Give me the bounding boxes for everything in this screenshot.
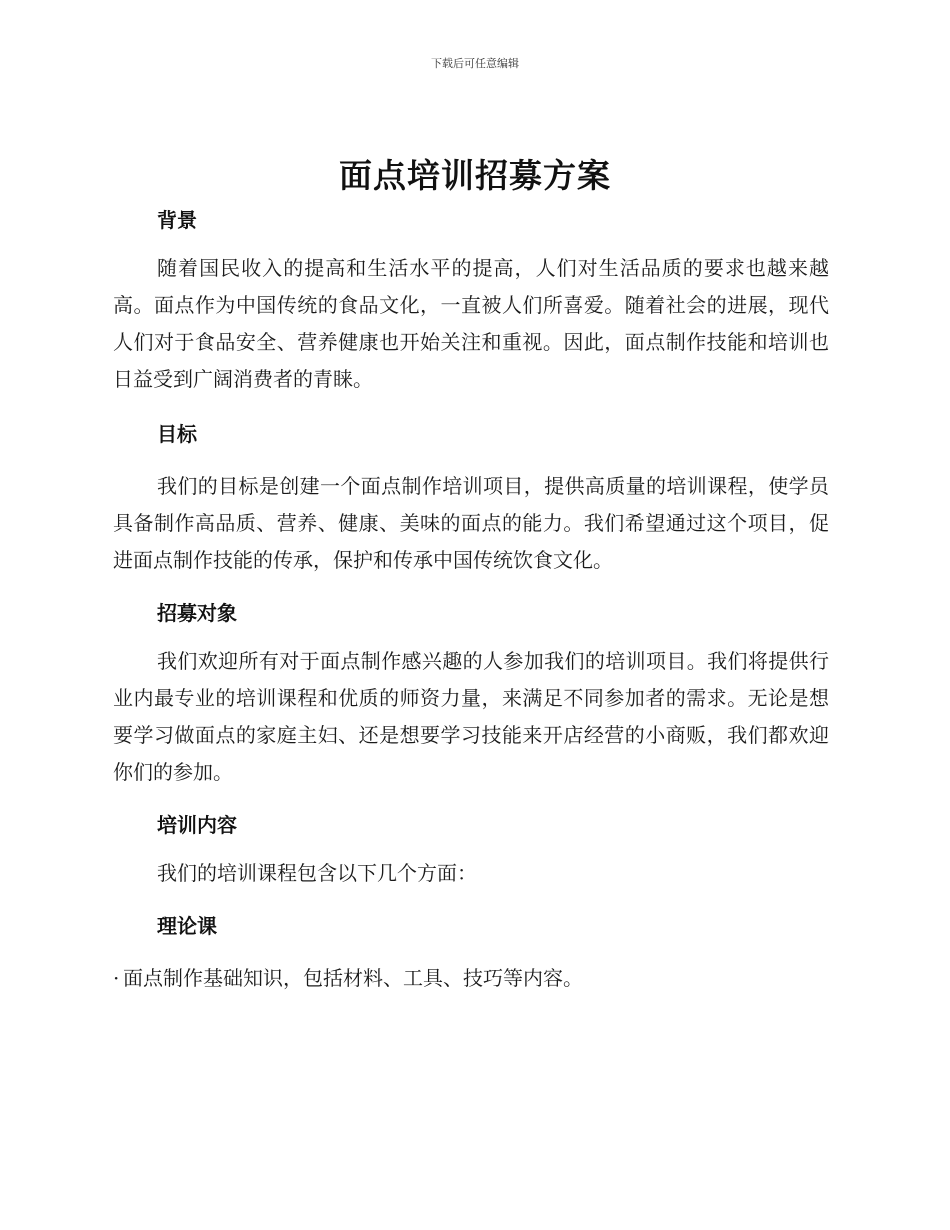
list-item bbox=[113, 960, 829, 997]
paragraph-goal: 我们的目标是创建一个面点制作培训项目，提供高质量的培训课程，使学员具备制作高品质、营养、健康、美味的面点的能力。我们希望通过这个项目，促进面点制作技能的传承，保护和传承中国传统饮食文化。 bbox=[113, 474, 829, 572]
section-audience bbox=[113, 593, 829, 791]
section-heading-theory: 理论课 bbox=[157, 914, 217, 938]
section-heading-content: 培训内容 bbox=[157, 813, 237, 837]
section-theory bbox=[113, 906, 829, 997]
section-content bbox=[113, 805, 829, 892]
header-note: 下载后可任意编辑 bbox=[431, 57, 519, 70]
paragraph-audience: 我们欢迎所有对于面点制作感兴趣的人参加我们的培训项目。我们将提供行业内最专业的培训课程和优质的师资力量，来满足不同参加者的需求。无论是想要学习做面点的家庭主妇、还是想要学习技能来开店经营的小商贩，我们都欢迎你们的参加。 bbox=[113, 649, 829, 784]
list-item-text: 面点制作基础知识，包括材料、工具、技巧等内容。 bbox=[123, 966, 583, 990]
document-body bbox=[113, 200, 829, 997]
bullet-mark: · bbox=[113, 966, 120, 990]
section-goal bbox=[113, 414, 829, 579]
section-heading-audience: 招募对象 bbox=[157, 601, 237, 625]
document-title: 面点培训招募方案 bbox=[339, 156, 611, 195]
section-heading-goal: 目标 bbox=[157, 422, 197, 446]
section-heading-background: 背景 bbox=[157, 208, 197, 232]
section-background bbox=[113, 200, 829, 398]
paragraph-background: 随着国民收入的提高和生活水平的提高，人们对生活品质的要求也越来越高。面点作为中国传统的食品文化，一直被人们所喜爱。随着社会的进展，现代人们对于食品安全、营养健康也开始关注和重视。因此，面点制作技能和培训也日益受到广阔消费者的青睐。 bbox=[113, 256, 829, 391]
paragraph-content: 我们的培训课程包含以下几个方面： bbox=[157, 861, 477, 885]
